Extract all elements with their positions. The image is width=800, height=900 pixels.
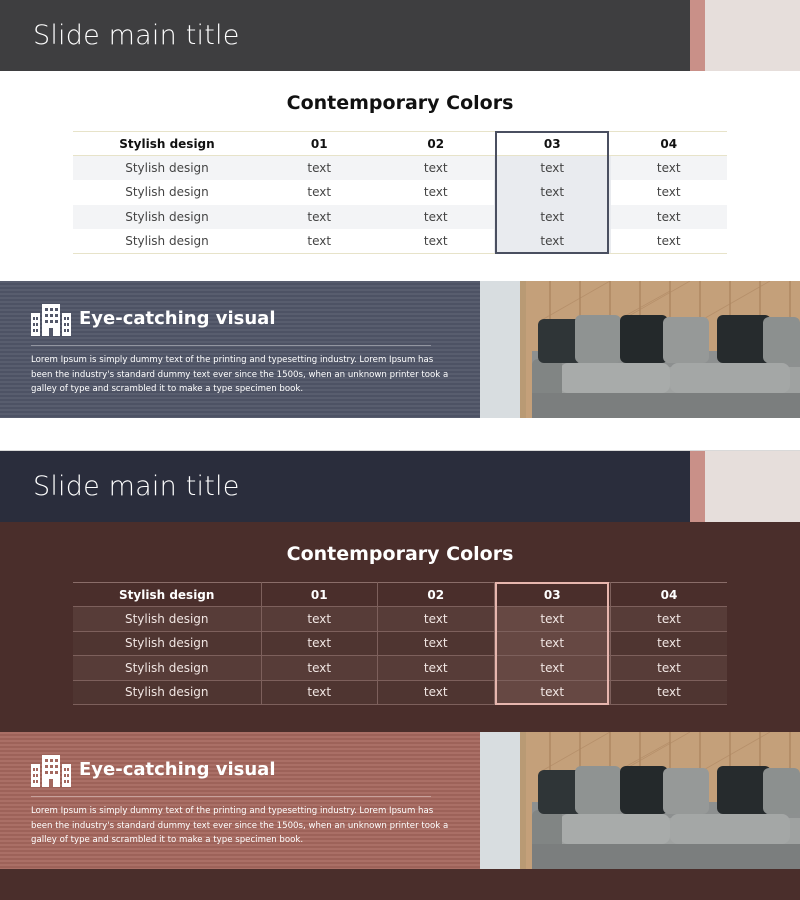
table-cell: text [378,156,495,180]
table-cell: text [261,656,378,680]
divider [31,345,431,346]
table-cell: text [611,156,728,180]
table-row [73,205,727,229]
table-cell: text [378,631,495,655]
table-cell: Stylish design [73,680,261,704]
section-title: Contemporary Colors [286,92,514,114]
feature-banner [0,732,480,869]
table-cell: text [261,680,378,704]
table-cell: text [261,631,378,655]
table-header-row [73,132,727,156]
comparison-table [73,131,727,254]
table-cell: text [378,180,495,204]
table-cell: text [494,607,611,631]
slide-dark [0,450,800,900]
table-cell: text [611,607,728,631]
table-header-row [73,583,727,607]
accent-stripe [690,451,705,522]
banner-body: Lorem Ipsum is simply dummy text of the printing and typesetting industry. Lorem Ipsum has been the industry's standard dummy text ever since the 1500s, when an unknown printer took a galley of type and scrambled it to make a type specimen book. [31,806,449,846]
bottom-strip [0,869,800,900]
table-cell: text [378,656,495,680]
sofa-photo [480,281,800,418]
table-cell: Stylish design [73,180,261,204]
table-cell: text [494,229,611,253]
table-header-cell: 04 [611,132,728,156]
table-cell: text [378,205,495,229]
table-cell: Stylish design [73,631,261,655]
table-cell: Stylish design [73,607,261,631]
table-header-cell: 02 [378,132,495,156]
accent-stripe [690,0,705,71]
table-cell: text [378,607,495,631]
section-title: Contemporary Colors [286,543,514,565]
table-cell: text [494,631,611,655]
table-cell: Stylish design [73,205,261,229]
table-cell: text [611,229,728,253]
table-cell: text [494,680,611,704]
slide-title: Slide main title [33,20,240,51]
title-bar [0,0,690,71]
title-bar [0,451,690,522]
sofa-photo [480,732,800,869]
table-cell: text [494,205,611,229]
table-cell: text [611,656,728,680]
table-cell: Stylish design [73,229,261,253]
table-row [73,607,727,631]
table-cell: text [611,680,728,704]
slide-title: Slide main title [33,471,240,502]
table-cell: text [611,205,728,229]
table-header-cell: Stylish design [73,132,261,156]
table-header-cell: Stylish design [73,583,261,607]
table-cell: text [494,156,611,180]
table-cell: text [494,180,611,204]
table-row [73,180,727,204]
table-cell: text [261,607,378,631]
table-cell: text [378,680,495,704]
table-header-cell: 04 [611,583,728,607]
accent-block [705,451,800,522]
table-row [73,656,727,680]
table-header-cell: 01 [261,583,378,607]
table-cell: text [261,180,378,204]
comparison-table [73,582,727,705]
table-row [73,680,727,704]
banner-body: Lorem Ipsum is simply dummy text of the printing and typesetting industry. Lorem Ipsum has been the industry's standard dummy text ever since the 1500s, when an unknown printer took a galley of type and scrambled it to make a type specimen book. [31,355,449,395]
table-header-cell: 02 [378,583,495,607]
table-cell: text [261,205,378,229]
table-header-cell: 03 [494,132,611,156]
table-header-cell: 03 [494,583,611,607]
table-header-cell: 01 [261,132,378,156]
table-cell: text [611,631,728,655]
table-cell: Stylish design [73,156,261,180]
table-cell: text [261,229,378,253]
table-cell: text [494,656,611,680]
table-cell: text [261,156,378,180]
building-icon [31,755,71,787]
table-cell: text [611,180,728,204]
table-cell: text [378,229,495,253]
table-row [73,631,727,655]
bottom-strip [0,418,800,450]
banner-title: Eye-catching visual [79,308,276,329]
table-row [73,156,727,180]
table-row [73,229,727,253]
accent-block [705,0,800,71]
feature-banner [0,281,480,418]
divider [31,796,431,797]
banner-title: Eye-catching visual [79,759,276,780]
table-cell: Stylish design [73,656,261,680]
building-icon [31,304,71,336]
